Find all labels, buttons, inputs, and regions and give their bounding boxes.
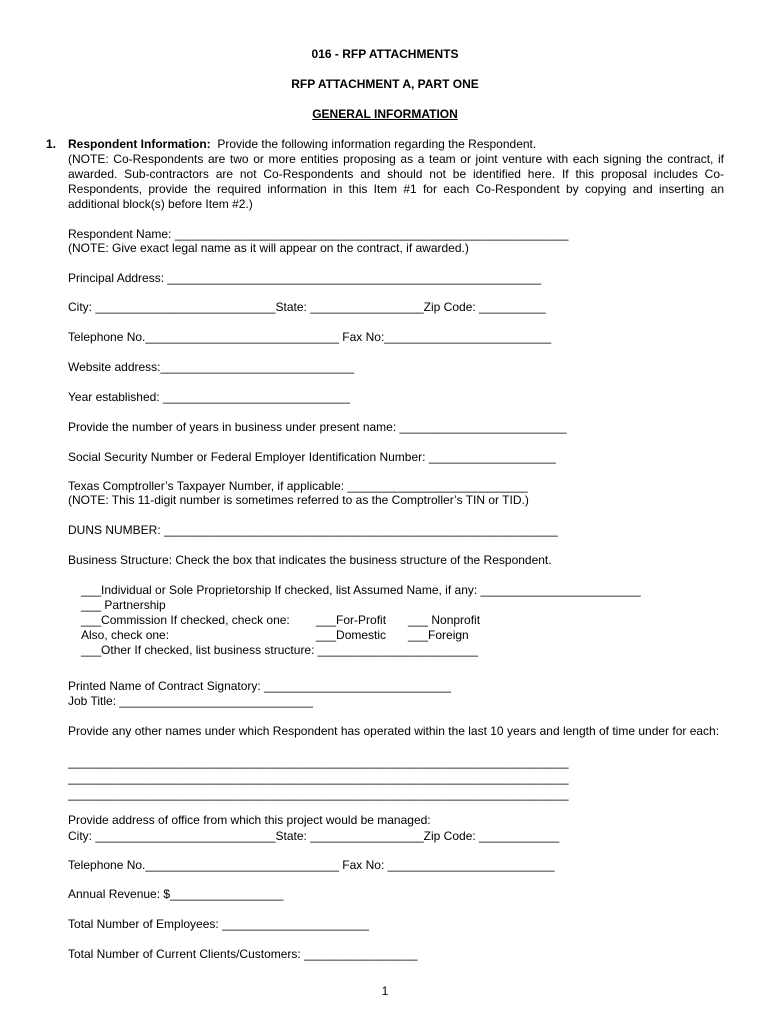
respondent-name-note: (NOTE: Give exact legal name as it will appear on the contract, if awarded.) [68,241,469,255]
for-profit-option[interactable]: ___For-Profit [316,613,387,627]
structure-commission-option[interactable]: ___Commission If checked, check one: [81,613,290,627]
taxpayer-number-note: (NOTE: This 11-digit number is sometimes referred to as the Comptroller’s TIN or TID.) [68,493,529,507]
document-subtitle: RFP ATTACHMENT A, PART ONE [291,77,479,91]
office-telephone-fax-field[interactable]: Telephone No._____________________________ Fax No: _________________________ [68,858,555,872]
years-in-business-field[interactable]: Provide the number of years in business under present name: _________________________ [68,420,567,434]
document-title: 016 - RFP ATTACHMENTS [311,47,459,61]
taxpayer-number-field[interactable]: Texas Comptroller’s Taxpayer Number, if applicable: ___________________________ [68,479,528,493]
other-names-line[interactable]: ___________________________________________________________________________ [68,787,569,801]
telephone-fax-field[interactable]: Telephone No._____________________________ Fax No:_________________________ [68,330,552,344]
city-state-zip-field[interactable]: City: ___________________________State: _________________Zip Code: __________ [68,300,546,314]
structure-individual-option[interactable]: ___Individual or Sole Proprietorship If checked, list Assumed Name, if any: ________________________ [81,583,641,597]
office-address-prompt: Provide address of office from which this project would be managed: [68,813,431,827]
structure-partnership-option[interactable]: ___ Partnership [81,598,166,612]
item-number: 1. [46,137,57,151]
item-heading: Respondent Information: [68,137,211,151]
also-check-label: Also, check one: [81,628,170,642]
page-number: 1 [381,984,389,998]
nonprofit-option[interactable]: ___ Nonprofit [408,613,481,627]
business-structure-prompt: Business Structure: Check the box that indicates the business structure of the Respondent. [68,553,552,567]
duns-number-field[interactable]: DUNS NUMBER: ___________________________________________________________ [68,523,558,537]
total-employees-field[interactable]: Total Number of Employees: ______________________ [68,917,369,931]
item-intro: Provide the following information regarding the Respondent. [217,137,537,151]
co-respondent-note: (NOTE: Co-Respondents are two or more entities proposing as a team or joint venture with each signing the contract, if awarded. Sub-contractors are not Co-Respondents and should not be identified here. If this proposal includes Co-Respondents, provide the required information in this Item #1 for each Co-Respondent by copying and inserting an additional block(s) before Item #2.) [68,152,724,211]
other-names-prompt: Provide any other names under which Respondent has operated within the last 10 years and length of time under for each: [68,724,720,738]
website-field[interactable]: Website address:_____________________________ [68,360,355,374]
foreign-option[interactable]: ___Foreign [408,628,469,642]
domestic-option[interactable]: ___Domestic [316,628,387,642]
respondent-name-field[interactable]: Respondent Name: ___________________________________________________________ [68,227,569,241]
job-title-field[interactable]: Job Title: _____________________________ [68,694,313,708]
signatory-name-field[interactable]: Printed Name of Contract Signatory: ____________________________ [68,679,451,693]
other-names-line[interactable]: ___________________________________________________________________________ [68,771,569,785]
office-city-state-zip-field[interactable]: City: ___________________________State: _________________Zip Code: ____________ [68,829,560,843]
item-heading-line [68,137,724,152]
structure-other-option[interactable]: ___Other If checked, list business structure: ________________________ [81,643,478,657]
section-heading: GENERAL INFORMATION [312,107,458,121]
principal-address-field[interactable]: Principal Address: ________________________________________________________ [68,271,542,285]
year-established-field[interactable]: Year established: ____________________________ [68,390,350,404]
ssn-fein-field[interactable]: Social Security Number or Federal Employer Identification Number: ___________________ [68,450,556,464]
other-names-line[interactable]: ___________________________________________________________________________ [68,755,569,769]
annual-revenue-field[interactable]: Annual Revenue: $_________________ [68,887,284,901]
total-clients-field[interactable]: Total Number of Current Clients/Customers: _________________ [68,947,418,961]
